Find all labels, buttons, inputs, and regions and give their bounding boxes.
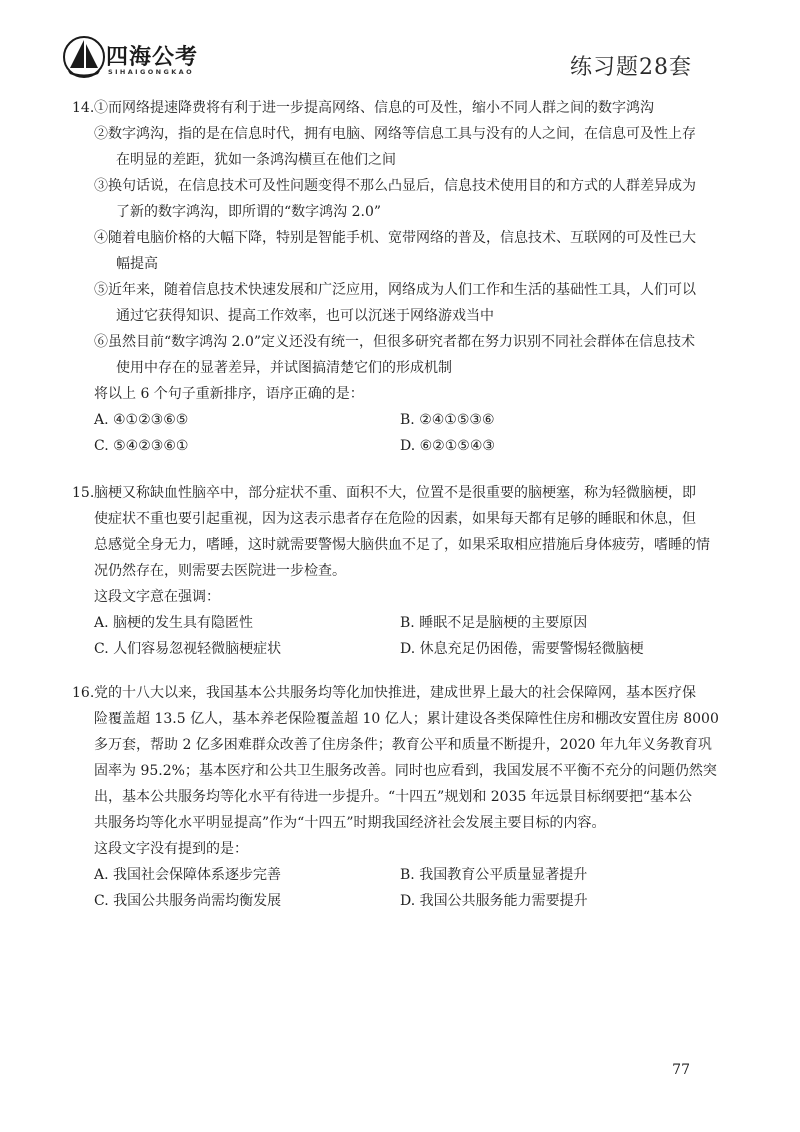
option-c[interactable]: C. 人们容易忽视轻微脑梗症状	[94, 641, 282, 657]
question-15	[72, 480, 712, 662]
logo-pinyin: SIHAIGONGKAO	[108, 68, 195, 76]
question-number: 14.	[72, 100, 95, 116]
passage-line: 况仍然存在，则需要去医院进一步检查。	[94, 563, 346, 579]
sentence-4-cont: 幅提高	[116, 256, 158, 272]
option-c[interactable]: C. ⑤④②③⑥①	[94, 438, 189, 454]
sentence-3: ③换句话说，在信息技术可及性问题变得不那么凸显后，信息技术使用目的和方式的人群差异成为	[94, 178, 696, 194]
passage-line: 多万套，帮助 2 亿多困难群众改善了住房条件；教育公平和质量不断提升，2020 年九年义务教育巩	[94, 737, 712, 753]
option-b[interactable]: B. 睡眠不足是脑梗的主要原因	[400, 615, 588, 631]
question-prompt: 这段文字意在强调：	[94, 589, 220, 605]
sentence-1: ①而网络提速降费将有利于进一步提高网络、信息的可及性，缩小不同人群之间的数字鸿沟	[94, 100, 654, 116]
passage-line: 党的十八大以来，我国基本公共服务均等化加快推进，建成世界上最大的社会保障网，基本医疗保	[94, 685, 696, 701]
question-number: 16.	[72, 685, 95, 701]
option-b[interactable]: B. ②④①⑤③⑥	[400, 412, 495, 428]
question-prompt: 这段文字没有提到的是：	[94, 841, 248, 857]
page-number: 77	[672, 1062, 690, 1078]
option-d[interactable]: D. ⑥②①⑤④③	[400, 438, 495, 454]
option-a[interactable]: A. 我国社会保障体系逐步完善	[94, 867, 282, 883]
question-14	[72, 95, 712, 459]
option-b[interactable]: B. 我国教育公平质量显著提升	[400, 867, 588, 883]
option-a[interactable]: A. 脑梗的发生具有隐匿性	[94, 615, 254, 631]
option-c[interactable]: C. 我国公共服务尚需均衡发展	[94, 893, 282, 909]
question-number: 15.	[72, 485, 95, 501]
sentence-3-cont: 了新的数字鸿沟，即所谓的“数字鸿沟 2.0”	[116, 204, 382, 220]
option-d[interactable]: D. 我国公共服务能力需要提升	[400, 893, 588, 909]
logo-chinese-name: 四海公考	[106, 45, 199, 70]
sentence-5-cont: 通过它获得知识、提高工作效率，也可以沉迷于网络游戏当中	[116, 308, 494, 324]
sentence-4: ④随着电脑价格的大幅下降，特别是智能手机、宽带网络的普及，信息技术、互联网的可及性已大	[94, 230, 696, 246]
sentence-2: ②数字鸿沟，指的是在信息时代，拥有电脑、网络等信息工具与没有的人之间，在信息可及性上存	[94, 126, 696, 142]
sentence-2-cont: 在明显的差距，犹如一条鸿沟横亘在他们之间	[116, 152, 396, 168]
sentence-5: ⑤近年来，随着信息技术快速发展和广泛应用，网络成为人们工作和生活的基础性工具，人们可以	[94, 282, 696, 298]
passage-line: 固率为 95.2%；基本医疗和公共卫生服务改善。同时也应看到，我国发展不平衡不充分的问题仍然突	[94, 763, 717, 779]
option-d[interactable]: D. 休息充足仍困倦，需要警惕轻微脑梗	[400, 641, 644, 657]
question-prompt: 将以上 6 个句子重新排序，语序正确的是：	[94, 386, 364, 402]
sentence-6: ⑥虽然目前“数字鸿沟 2.0”定义还没有统一，但很多研究者都在努力识别不同社会群体在信息技术	[94, 334, 696, 350]
passage-line: 共服务均等化水平明显提高”作为“十四五”时期我国经济社会发展主要目标的内容。	[94, 815, 606, 831]
exercise-set-title: 练习题28套	[570, 55, 692, 80]
publisher-logo	[62, 34, 202, 84]
passage-line: 出，基本公共服务均等化水平有待进一步提升。“十四五”规划和 2035 年远景目标纲要把“基本公	[94, 789, 692, 805]
question-16	[72, 680, 719, 914]
passage-line: 使症状不重也要引起重视，因为这表示患者存在危险的因素，如果每天都有足够的睡眠和休息，但	[94, 511, 696, 527]
sailboat-logo-icon	[62, 34, 106, 80]
option-a[interactable]: A. ④①②③⑥⑤	[94, 412, 189, 428]
passage-line: 总感觉全身无力，嗜睡，这时就需要警惕大脑供血不足了，如果采取相应措施后身体疲劳，嗜睡的情	[94, 537, 710, 553]
passage-line: 险覆盖超 13.5 亿人，基本养老保险覆盖超 10 亿人；累计建设各类保障性住房和棚改安置住房 8000	[94, 711, 719, 727]
passage-line: 脑梗又称缺血性脑卒中，部分症状不重、面积不大，位置不是很重要的脑梗塞，称为轻微脑梗，即	[94, 485, 696, 501]
sentence-6-cont: 使用中存在的显著差异，并试图搞清楚它们的形成机制	[116, 360, 452, 376]
